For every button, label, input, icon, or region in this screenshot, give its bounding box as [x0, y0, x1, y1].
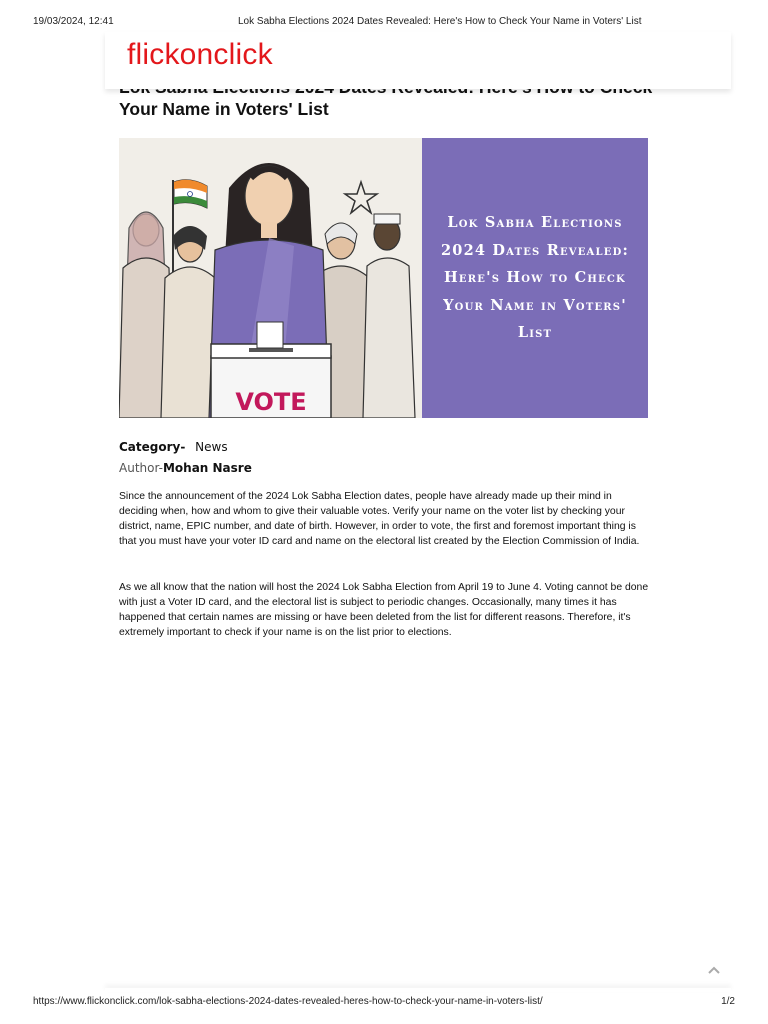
voters-illustration	[119, 138, 422, 418]
author-label: Author-	[119, 461, 163, 475]
article-paragraph: As we all know that the nation will host the 2024 Lok Sabha Election from April 19 to June 4. Voting cannot be done with just a Voter ID card, and the electoral list is subject to periodic changes. Occasionally, many times it has happened that certain names are missing or have been deleted from the list for different reasons. Therefore, it's extremely important to check if your name is on the list prior to elections.	[119, 582, 649, 639]
category-label: Category-	[119, 440, 186, 454]
category-link[interactable]: News	[195, 440, 228, 454]
site-logo[interactable]: flickonclick	[127, 38, 273, 71]
site-header	[105, 32, 731, 89]
author-link[interactable]: Mohan Nasre	[162, 461, 252, 475]
ballot-box-label: VOTE	[235, 388, 307, 416]
hero-panel-text: Lok Sabha Elections 2024 Dates Revealed: Here's How to Check Your Name in Voters' List	[440, 214, 629, 342]
hero-image	[119, 138, 648, 418]
voters-illustration-art	[119, 138, 422, 418]
print-footer	[0, 996, 768, 1010]
page-footer-divider	[105, 988, 731, 992]
hero-title-panel	[422, 138, 648, 418]
print-header	[0, 16, 768, 30]
print-datetime: 19/03/2024, 12:41	[33, 16, 114, 27]
chevron-up-icon[interactable]	[706, 962, 722, 978]
print-url: https://www.flickonclick.com/lok-sabha-elections-2024-dates-revealed-heres-how-to-check-your-name-in-voters-list/	[33, 996, 543, 1007]
article-author	[119, 461, 252, 475]
article-paragraph: Since the announcement of the 2024 Lok Sabha Election dates, people have already made up their mind in deciding when, how and whom to give their valuable votes. Verify your name on the voter list by checking your district, name, EPIC number, and date of birth. However, in order to vote, the first and foremost important thing is that you must have your voter ID card and name on the electoral list created by the Election Commission of India.	[119, 491, 640, 548]
print-page-number: 1/2	[721, 996, 735, 1007]
print-document-title: Lok Sabha Elections 2024 Dates Revealed: Here's How to Check Your Name in Voters' List	[238, 16, 642, 27]
article-title: Your Name in Voters' List	[119, 99, 329, 119]
article-category	[119, 440, 228, 454]
